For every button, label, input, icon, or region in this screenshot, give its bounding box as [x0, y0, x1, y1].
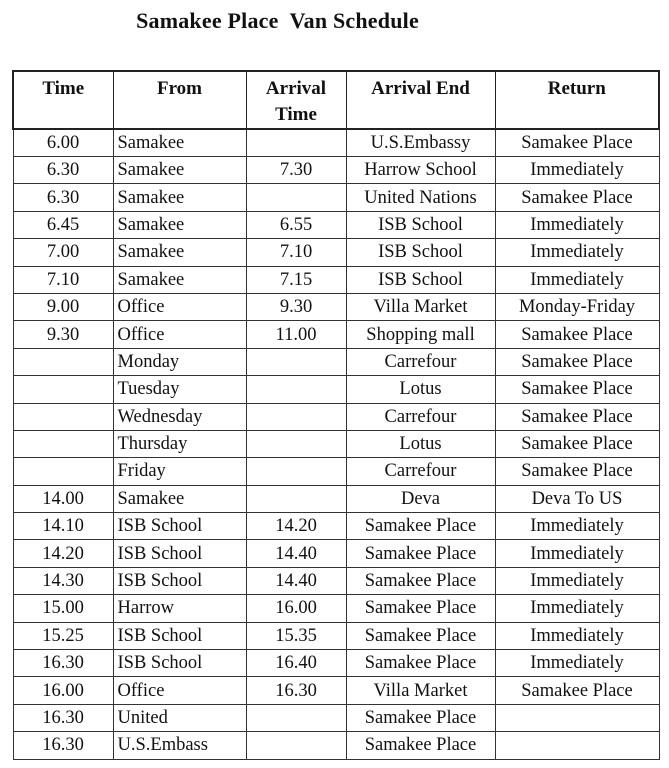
cell-time: 6.45: [13, 211, 113, 238]
cell-from: Tuesday: [113, 376, 246, 403]
page-title: Samakee Place Van Schedule: [136, 8, 419, 33]
table-row: [13, 567, 659, 594]
cell-arrival-end: Samakee Place: [346, 704, 495, 731]
table-row: [13, 403, 659, 430]
cell-return: [495, 704, 659, 731]
cell-arrival-time: 14.40: [246, 540, 346, 567]
cell-arrival-time: 16.00: [246, 595, 346, 622]
cell-arrival-time: 11.00: [246, 321, 346, 348]
cell-time: 9.30: [13, 321, 113, 348]
table-row: [13, 157, 659, 184]
table-row: [13, 293, 659, 320]
cell-arrival-end: ISB School: [346, 239, 495, 266]
cell-arrival-end: Samakee Place: [346, 622, 495, 649]
cell-arrival-end: Lotus: [346, 376, 495, 403]
cell-return: Immediately: [495, 650, 659, 677]
cell-return: [495, 732, 659, 759]
table-body: [13, 129, 659, 759]
cell-arrival-end: Samakee Place: [346, 567, 495, 594]
cell-arrival-end: ISB School: [346, 266, 495, 293]
van-schedule-table: [12, 70, 660, 760]
cell-arrival-end: Samakee Place: [346, 595, 495, 622]
cell-arrival-end: Samakee Place: [346, 732, 495, 759]
cell-time: 14.10: [13, 513, 113, 540]
cell-time: [13, 348, 113, 375]
cell-arrival-time: 15.35: [246, 622, 346, 649]
cell-arrival-end: Deva: [346, 485, 495, 512]
header-arrival-end: Arrival End: [346, 71, 495, 129]
cell-from: Friday: [113, 458, 246, 485]
cell-arrival-time: 16.30: [246, 677, 346, 704]
cell-return: Samakee Place: [495, 403, 659, 430]
cell-return: Deva To US: [495, 485, 659, 512]
cell-from: ISB School: [113, 513, 246, 540]
header-time: Time: [13, 71, 113, 129]
cell-time: [13, 458, 113, 485]
cell-from: Monday: [113, 348, 246, 375]
cell-arrival-time: [246, 485, 346, 512]
cell-time: 16.30: [13, 704, 113, 731]
cell-time: [13, 403, 113, 430]
cell-return: Immediately: [495, 595, 659, 622]
cell-arrival-end: Villa Market: [346, 293, 495, 320]
cell-return: Samakee Place: [495, 458, 659, 485]
header-arrival-time-label: Arrival Time: [265, 78, 327, 125]
table-row: [13, 376, 659, 403]
table-row: [13, 513, 659, 540]
header-from: From: [113, 71, 246, 129]
cell-arrival-time: [246, 403, 346, 430]
header-return: Return: [495, 71, 659, 129]
cell-return: Samakee Place: [495, 430, 659, 457]
cell-arrival-end: Shopping mall: [346, 321, 495, 348]
cell-from: Samakee: [113, 157, 246, 184]
cell-return: Samakee Place: [495, 376, 659, 403]
table-row: [13, 430, 659, 457]
cell-arrival-end: Villa Market: [346, 677, 495, 704]
table-row: [13, 129, 659, 157]
cell-arrival-end: Samakee Place: [346, 540, 495, 567]
cell-time: 16.30: [13, 650, 113, 677]
cell-return: Immediately: [495, 211, 659, 238]
cell-return: Immediately: [495, 239, 659, 266]
cell-time: 6.30: [13, 184, 113, 211]
cell-arrival-end: United Nations: [346, 184, 495, 211]
cell-arrival-end: Carrefour: [346, 403, 495, 430]
cell-from: ISB School: [113, 567, 246, 594]
cell-from: United: [113, 704, 246, 731]
cell-arrival-end: Harrow School: [346, 157, 495, 184]
cell-arrival-end: ISB School: [346, 211, 495, 238]
cell-return: Monday-Friday: [495, 293, 659, 320]
cell-arrival-end: U.S.Embassy: [346, 129, 495, 157]
table-row: [13, 732, 659, 759]
cell-time: 6.30: [13, 157, 113, 184]
header-row: [13, 71, 659, 129]
table-row: [13, 266, 659, 293]
table-row: [13, 321, 659, 348]
cell-arrival-time: [246, 430, 346, 457]
cell-return: Immediately: [495, 157, 659, 184]
cell-arrival-end: Lotus: [346, 430, 495, 457]
cell-return: Samakee Place: [495, 129, 659, 157]
cell-from: Samakee: [113, 184, 246, 211]
cell-arrival-end: Samakee Place: [346, 650, 495, 677]
cell-time: 15.00: [13, 595, 113, 622]
cell-from: Samakee: [113, 485, 246, 512]
cell-arrival-time: [246, 348, 346, 375]
cell-arrival-time: [246, 704, 346, 731]
cell-from: Office: [113, 293, 246, 320]
table-row: [13, 677, 659, 704]
cell-return: Samakee Place: [495, 321, 659, 348]
table-row: [13, 704, 659, 731]
cell-time: 7.00: [13, 239, 113, 266]
cell-arrival-end: Carrefour: [346, 348, 495, 375]
cell-arrival-time: 14.20: [246, 513, 346, 540]
cell-time: [13, 430, 113, 457]
cell-from: ISB School: [113, 540, 246, 567]
cell-arrival-time: [246, 184, 346, 211]
cell-time: 16.00: [13, 677, 113, 704]
cell-arrival-time: 7.30: [246, 157, 346, 184]
cell-return: Samakee Place: [495, 677, 659, 704]
cell-arrival-time: 7.10: [246, 239, 346, 266]
table-row: [13, 540, 659, 567]
table-row: [13, 211, 659, 238]
table-row: [13, 622, 659, 649]
cell-time: 14.00: [13, 485, 113, 512]
cell-arrival-time: 6.55: [246, 211, 346, 238]
table-header: [13, 71, 659, 129]
cell-from: Samakee: [113, 211, 246, 238]
cell-time: 14.20: [13, 540, 113, 567]
cell-from: Samakee: [113, 266, 246, 293]
table-row: [13, 348, 659, 375]
cell-arrival-time: [246, 732, 346, 759]
cell-from: Office: [113, 677, 246, 704]
table-row: [13, 458, 659, 485]
cell-from: Thursday: [113, 430, 246, 457]
table-row: [13, 239, 659, 266]
cell-time: 7.10: [13, 266, 113, 293]
table-row: [13, 184, 659, 211]
table-row: [13, 485, 659, 512]
cell-from: Wednesday: [113, 403, 246, 430]
cell-arrival-time: 9.30: [246, 293, 346, 320]
table-row: [13, 650, 659, 677]
cell-from: Harrow: [113, 595, 246, 622]
cell-arrival-time: 7.15: [246, 266, 346, 293]
cell-arrival-time: [246, 376, 346, 403]
cell-time: 14.30: [13, 567, 113, 594]
cell-time: 16.30: [13, 732, 113, 759]
cell-arrival-time: [246, 458, 346, 485]
cell-from: ISB School: [113, 650, 246, 677]
cell-from: Office: [113, 321, 246, 348]
cell-from: Samakee: [113, 129, 246, 157]
cell-time: 9.00: [13, 293, 113, 320]
cell-return: Immediately: [495, 513, 659, 540]
cell-time: [13, 376, 113, 403]
cell-from: U.S.Embass: [113, 732, 246, 759]
cell-time: 6.00: [13, 129, 113, 157]
cell-from: ISB School: [113, 622, 246, 649]
cell-return: Immediately: [495, 567, 659, 594]
cell-return: Immediately: [495, 266, 659, 293]
cell-arrival-time: [246, 129, 346, 157]
cell-time: 15.25: [13, 622, 113, 649]
cell-from: Samakee: [113, 239, 246, 266]
cell-arrival-end: Samakee Place: [346, 513, 495, 540]
cell-return: Immediately: [495, 622, 659, 649]
cell-arrival-time: 16.40: [246, 650, 346, 677]
cell-arrival-time: 14.40: [246, 567, 346, 594]
cell-return: Immediately: [495, 540, 659, 567]
header-arrival-time: [246, 71, 346, 129]
cell-return: Samakee Place: [495, 348, 659, 375]
table-row: [13, 595, 659, 622]
cell-arrival-end: Carrefour: [346, 458, 495, 485]
cell-return: Samakee Place: [495, 184, 659, 211]
